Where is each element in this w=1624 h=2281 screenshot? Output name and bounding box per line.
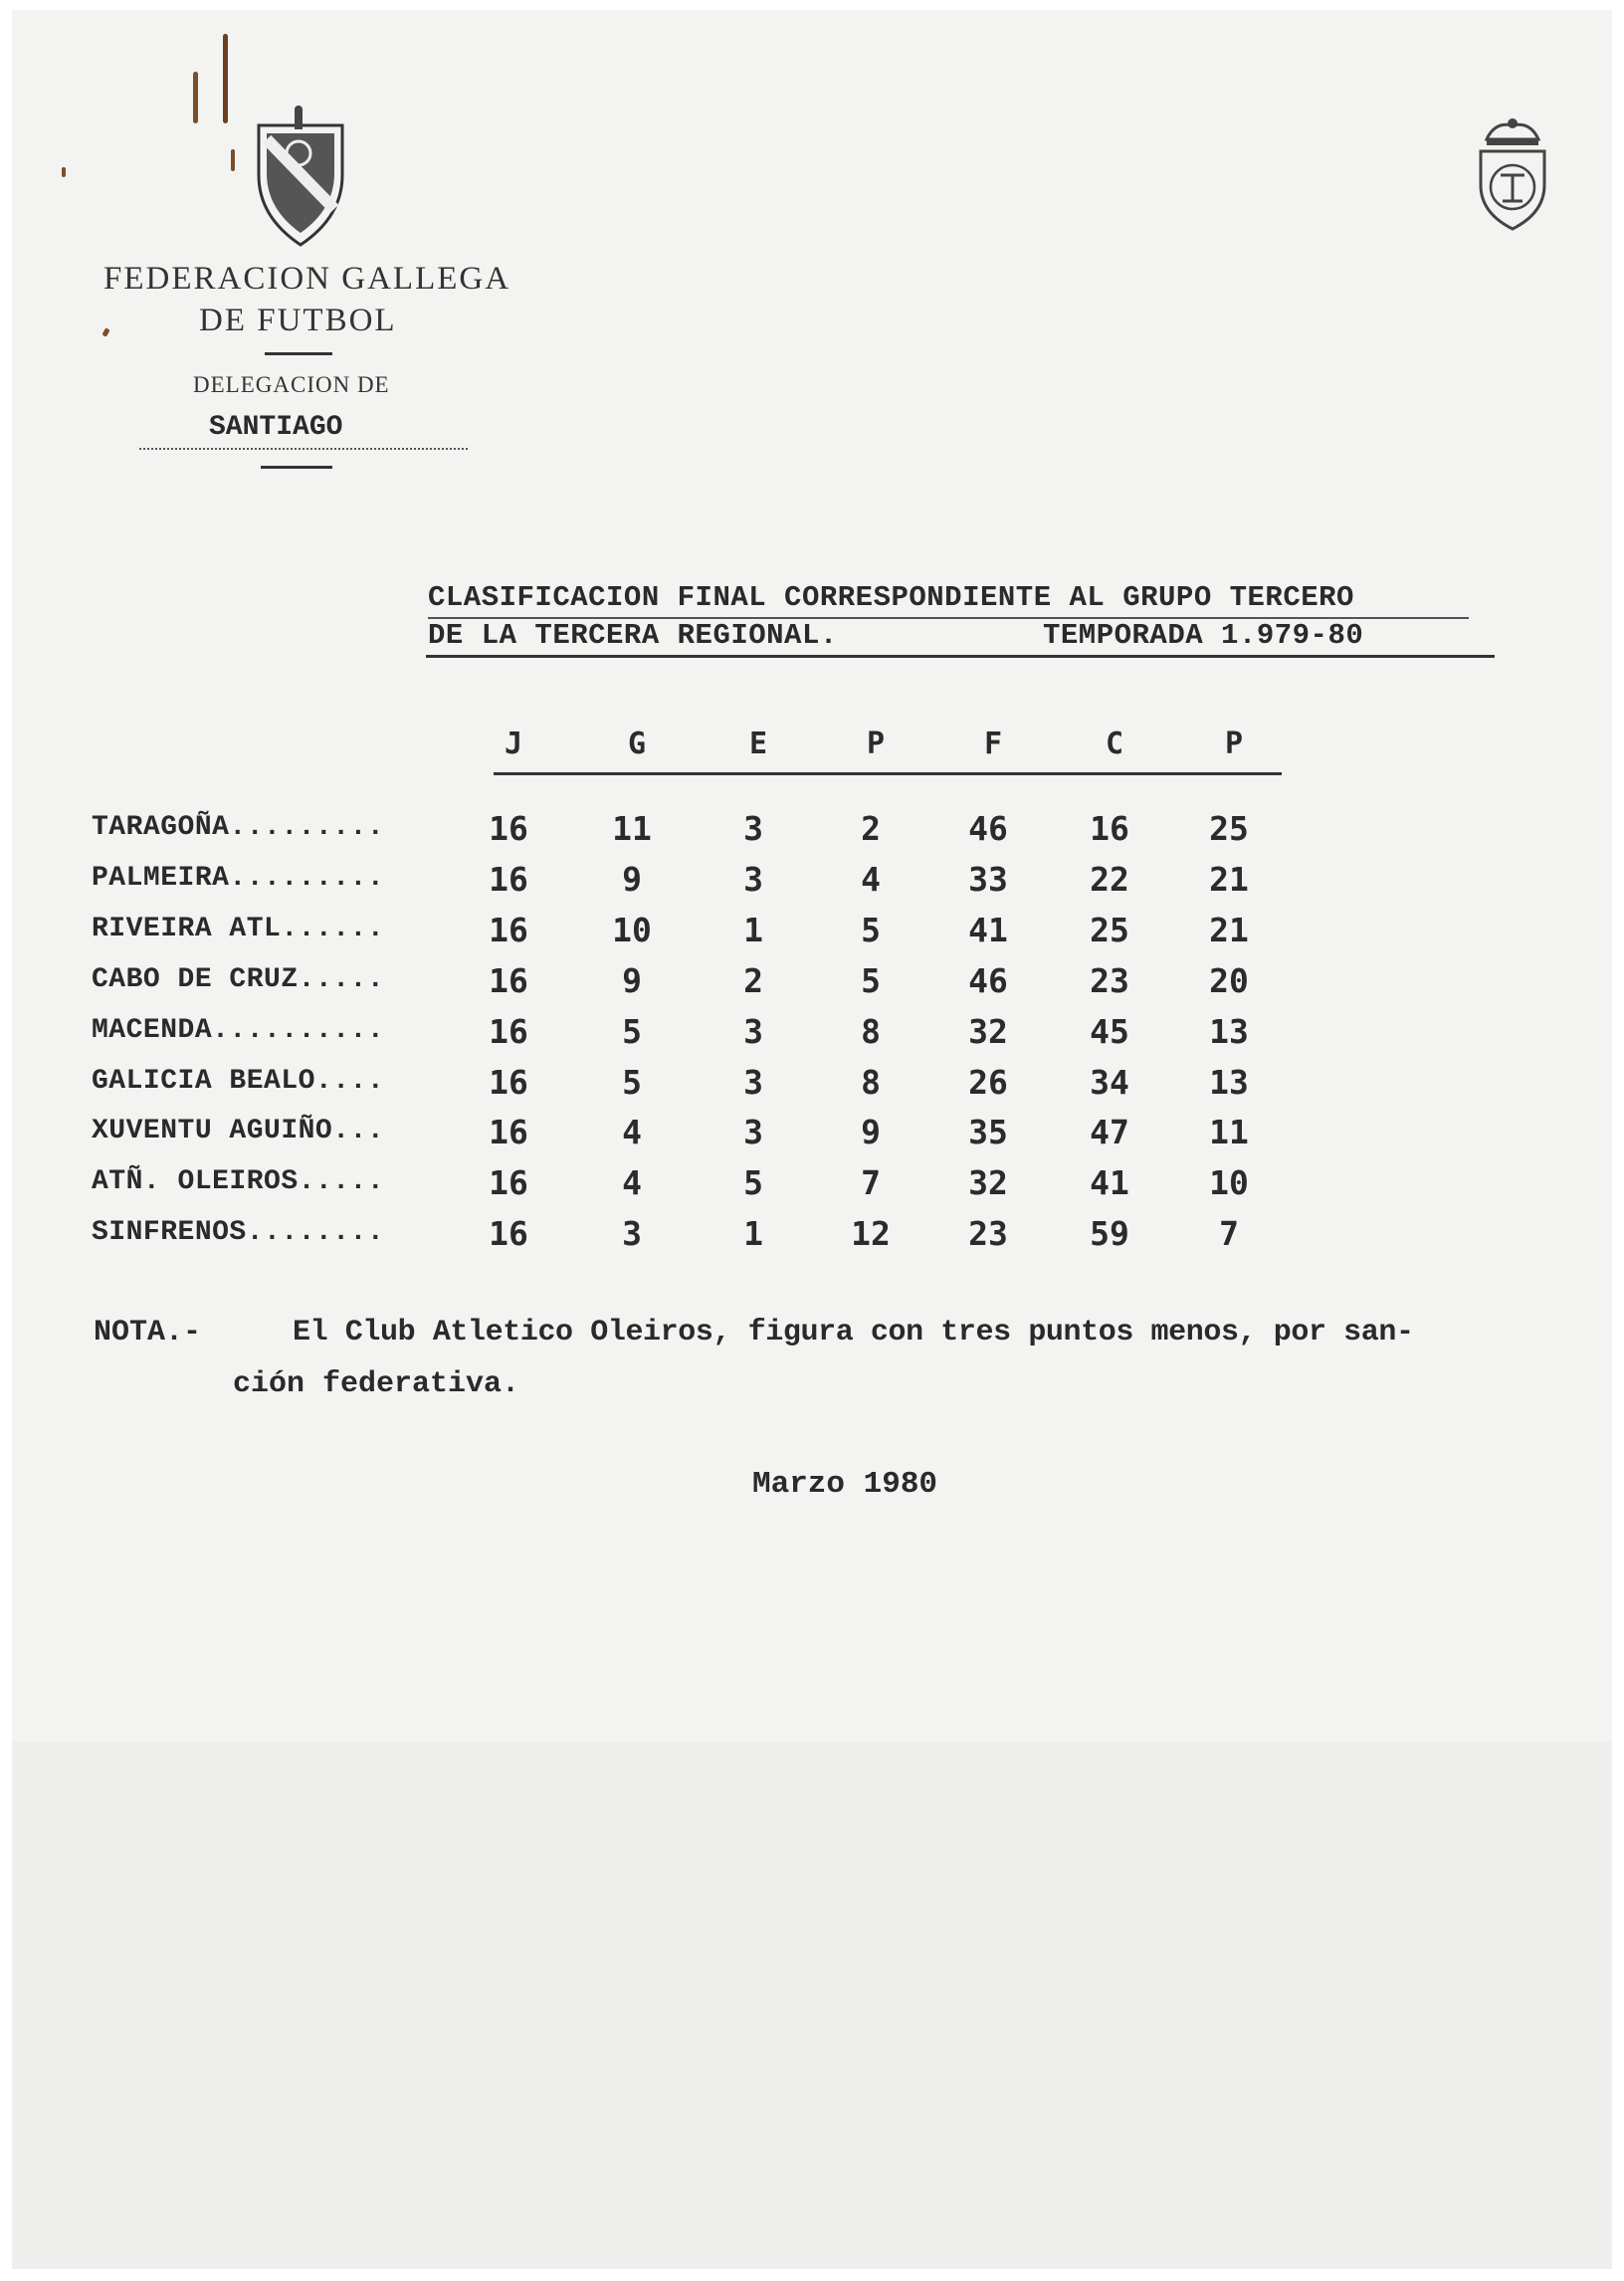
table-header-rule (494, 772, 1282, 775)
matches-played: 16 (489, 961, 528, 1000)
title-line2-left: DE LA TERCERA REGIONAL. (428, 619, 838, 652)
points: 21 (1209, 860, 1249, 899)
matches-played: 16 (489, 1214, 528, 1253)
matches-drawn: 3 (743, 1012, 763, 1051)
goals-against: 47 (1090, 1113, 1129, 1151)
goals-for: 41 (968, 911, 1008, 949)
points: 10 (1209, 1163, 1249, 1202)
title-line1: CLASIFICACION FINAL CORRESPONDIENTE AL GRUPO TERCERO (428, 581, 1354, 614)
matches-lost: 5 (861, 961, 881, 1000)
matches-lost: 8 (861, 1012, 881, 1051)
matches-won: 3 (622, 1214, 642, 1253)
title-underline-1 (428, 617, 1469, 619)
delegation-city: SANTIAGO (209, 412, 343, 443)
note-text-line1: El Club Atletico Oleiros, figura con tres puntos menos, por san- (293, 1316, 1414, 1349)
matches-drawn: 1 (743, 911, 763, 949)
goals-for: 46 (968, 961, 1008, 1000)
team-name: CABO DE CRUZ..... (92, 964, 385, 995)
column-header: E (748, 726, 768, 761)
goals-for: 26 (968, 1063, 1008, 1102)
column-header: F (983, 726, 1003, 761)
goals-against: 25 (1090, 911, 1129, 949)
matches-won: 5 (622, 1012, 642, 1051)
matches-won: 5 (622, 1063, 642, 1102)
goals-against: 45 (1090, 1012, 1129, 1051)
goals-for: 33 (968, 860, 1008, 899)
matches-played: 16 (489, 1012, 528, 1051)
goals-against: 41 (1090, 1163, 1129, 1202)
matches-lost: 5 (861, 911, 881, 949)
column-header: G (627, 726, 647, 761)
points: 20 (1209, 961, 1249, 1000)
goals-for: 35 (968, 1113, 1008, 1151)
points: 25 (1209, 809, 1249, 848)
matches-lost: 12 (851, 1214, 891, 1253)
ink-stain (231, 149, 235, 171)
matches-lost: 8 (861, 1063, 881, 1102)
matches-won: 9 (622, 860, 642, 899)
goals-against: 16 (1090, 809, 1129, 848)
matches-drawn: 3 (743, 809, 763, 848)
matches-played: 16 (489, 1063, 528, 1102)
delegation-dotted-line (139, 448, 468, 450)
matches-played: 16 (489, 1163, 528, 1202)
matches-won: 4 (622, 1163, 642, 1202)
goals-for: 32 (968, 1163, 1008, 1202)
points: 13 (1209, 1063, 1249, 1102)
team-name: TARAGOÑA......... (92, 812, 385, 843)
ink-stain (223, 34, 228, 123)
goals-against: 34 (1090, 1063, 1129, 1102)
matches-lost: 7 (861, 1163, 881, 1202)
matches-drawn: 2 (743, 961, 763, 1000)
note-label: NOTA.- (94, 1316, 202, 1349)
federation-name-line2: DE FUTBOL (199, 303, 397, 338)
matches-won: 4 (622, 1113, 642, 1151)
note-text-line2: ción federativa. (233, 1367, 520, 1401)
royal-spanish-federation-crest-icon (1473, 115, 1552, 233)
matches-won: 9 (622, 961, 642, 1000)
goals-against: 23 (1090, 961, 1129, 1000)
matches-lost: 2 (861, 809, 881, 848)
title-underline-2 (426, 655, 1495, 658)
letterhead-rule-1 (265, 352, 332, 355)
matches-played: 16 (489, 860, 528, 899)
team-name: XUVENTU AGUIÑO... (92, 1116, 385, 1146)
column-header: C (1105, 726, 1124, 761)
matches-drawn: 3 (743, 1113, 763, 1151)
goals-for: 32 (968, 1012, 1008, 1051)
matches-won: 10 (612, 911, 652, 949)
team-name: PALMEIRA......... (92, 863, 385, 894)
letterhead-rule-2 (261, 466, 332, 469)
season-label: TEMPORADA 1.979-80 (1043, 619, 1364, 652)
team-name: GALICIA BEALO.... (92, 1066, 385, 1097)
page-lower-shading (12, 1742, 1612, 2269)
delegation-label: DELEGACION DE (193, 372, 390, 397)
goals-for: 46 (968, 809, 1008, 848)
team-name: ATÑ. OLEIROS..... (92, 1166, 385, 1197)
matches-won: 11 (612, 809, 652, 848)
document-page (12, 10, 1612, 2269)
federation-name-line1: FEDERACION GALLEGA (103, 261, 511, 297)
document-date: Marzo 1980 (752, 1467, 938, 1502)
goals-for: 23 (968, 1214, 1008, 1253)
points: 7 (1219, 1214, 1239, 1253)
galician-federation-shield-icon (253, 105, 348, 251)
points: 11 (1209, 1113, 1249, 1151)
matches-drawn: 5 (743, 1163, 763, 1202)
matches-drawn: 3 (743, 860, 763, 899)
team-name: MACENDA.......... (92, 1015, 385, 1046)
ink-stain (62, 167, 66, 177)
column-header: P (1224, 726, 1244, 761)
matches-played: 16 (489, 911, 528, 949)
ink-stain (193, 72, 198, 123)
points: 13 (1209, 1012, 1249, 1051)
team-name: SINFRENOS........ (92, 1217, 385, 1248)
matches-lost: 4 (861, 860, 881, 899)
matches-played: 16 (489, 1113, 528, 1151)
matches-lost: 9 (861, 1113, 881, 1151)
column-header: P (866, 726, 886, 761)
team-name: RIVEIRA ATL...... (92, 914, 385, 944)
column-header: J (504, 726, 523, 761)
ink-stain (102, 327, 109, 336)
matches-drawn: 3 (743, 1063, 763, 1102)
goals-against: 59 (1090, 1214, 1129, 1253)
points: 21 (1209, 911, 1249, 949)
matches-drawn: 1 (743, 1214, 763, 1253)
goals-against: 22 (1090, 860, 1129, 899)
matches-played: 16 (489, 809, 528, 848)
